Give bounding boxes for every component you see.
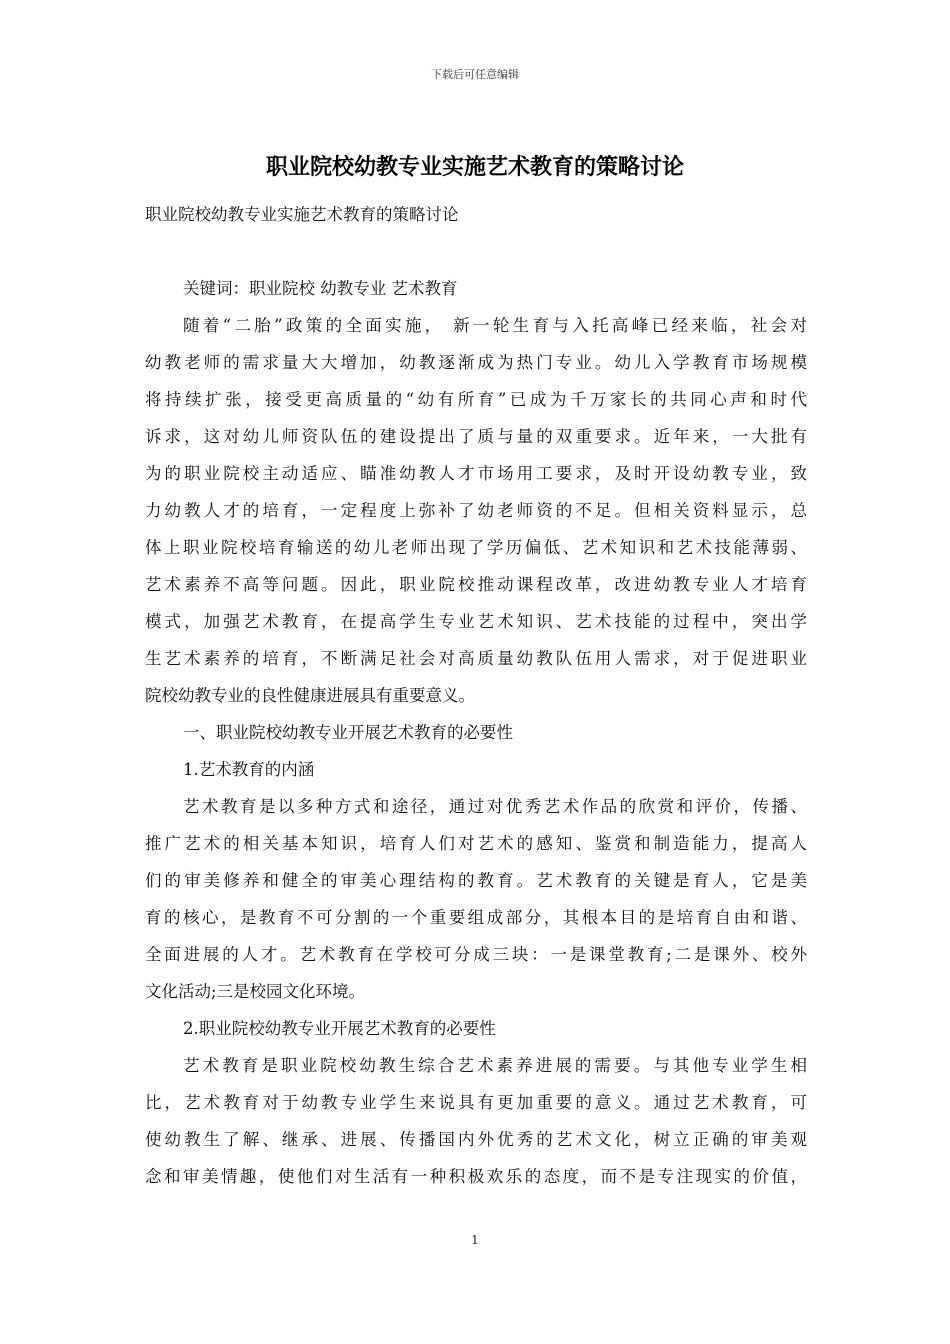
paragraph-line: 全面进展的人才。艺术教育在学校可分成三块：一是课堂教育;二是课外、校外 bbox=[145, 945, 807, 964]
paragraph-line: 艺术教育是以多种方式和途径，通过对优秀艺术作品的欣赏和评价，传播、 bbox=[183, 797, 807, 816]
paragraph-line: 生艺术素养的培育，不断满足社会对高质量幼教队伍用人需求，对于促进职业 bbox=[145, 649, 807, 668]
paragraph-line: 模式，加强艺术教育，在提高学生专业艺术知识、艺术技能的过程中，突出学 bbox=[145, 612, 807, 631]
paragraph-line: 力幼教人才的培育，一定程度上弥补了幼老师资的不足。但相关资料显示，总 bbox=[145, 501, 807, 520]
section-heading: 一、职业院校幼教专业开展艺术教育的必要性 bbox=[183, 723, 513, 742]
paragraph-line: 念和审美情趣，使他们对生活有一种积极欢乐的态度，而不是专注现实的价值， bbox=[145, 1167, 807, 1186]
paragraph-line: 幼教老师的需求量大大增加，幼教逐渐成为热门专业。幼儿入学教育市场规模 bbox=[145, 353, 807, 372]
necessity-paragraph bbox=[145, 1047, 807, 1195]
paragraph-line: 们的审美修养和健全的审美心理结构的教育。艺术教育的关键是育人，它是美 bbox=[145, 871, 807, 890]
page-number: 1 bbox=[471, 1233, 479, 1247]
blank-line bbox=[145, 233, 807, 270]
paragraph-line: 艺术教育是职业院校幼教生综合艺术素养进展的需要。与其他专业学生相 bbox=[183, 1056, 807, 1075]
paragraph-line: 推广艺术的相关基本知识，培育人们对艺术的感知、鉴赏和制造能力，提高人 bbox=[145, 834, 807, 853]
intro-paragraph bbox=[145, 307, 807, 714]
paragraph-line: 为的职业院校主动适应、瞄准幼教人才市场用工要求，及时开设幼教专业，致 bbox=[145, 464, 807, 483]
document-title: 职业院校幼教专业实施艺术教育的策略讨论 bbox=[265, 155, 684, 180]
paragraph-line: 体上职业院校培育输送的幼儿老师出现了学历偏低、艺术知识和艺术技能薄弱、 bbox=[145, 538, 807, 557]
paragraph-line: 院校幼教专业的良性健康进展具有重要意义。 bbox=[145, 686, 475, 705]
paragraph-line: 使幼教生了解、继承、进展、传播国内外优秀的艺术文化，树立正确的审美观 bbox=[145, 1130, 807, 1149]
header-note: 下载后可任意编辑 bbox=[431, 68, 519, 81]
paragraph-line: 随着“二胎”政策的全面实施， 新一轮生育与入托高峰已经来临，社会对 bbox=[183, 316, 807, 335]
paragraph-line: 将持续扩张，接受更高质量的“幼有所育”已成为千万家长的共同心声和时代 bbox=[145, 390, 807, 409]
document-body bbox=[145, 196, 807, 1195]
document-subtitle: 职业院校幼教专业实施艺术教育的策略讨论 bbox=[145, 205, 459, 224]
keywords-line: 关键词：职业院校 幼教专业 艺术教育 bbox=[183, 279, 458, 298]
art-education-paragraph bbox=[145, 788, 807, 1010]
paragraph-line: 诉求，这对幼儿师资队伍的建设提出了质与量的双重要求。近年来，一大批有 bbox=[145, 427, 807, 446]
paragraph-line: 育的核心，是教育不可分割的一个重要组成部分，其根本目的是培育自由和谐、 bbox=[145, 908, 807, 927]
paragraph-line: 比，艺术教育对于幼教专业学生来说具有更加重要的意义。通过艺术教育，可 bbox=[145, 1093, 807, 1112]
subsection-heading: 2.职业院校幼教专业开展艺术教育的必要性 bbox=[183, 1019, 496, 1038]
paragraph-line: 文化活动;三是校园文化环境。 bbox=[145, 982, 366, 1001]
paragraph-line: 艺术素养不高等问题。因此，职业院校推动课程改革，改进幼教专业人才培育 bbox=[145, 575, 807, 594]
subsection-heading: 1.艺术教育的内涵 bbox=[183, 760, 315, 779]
